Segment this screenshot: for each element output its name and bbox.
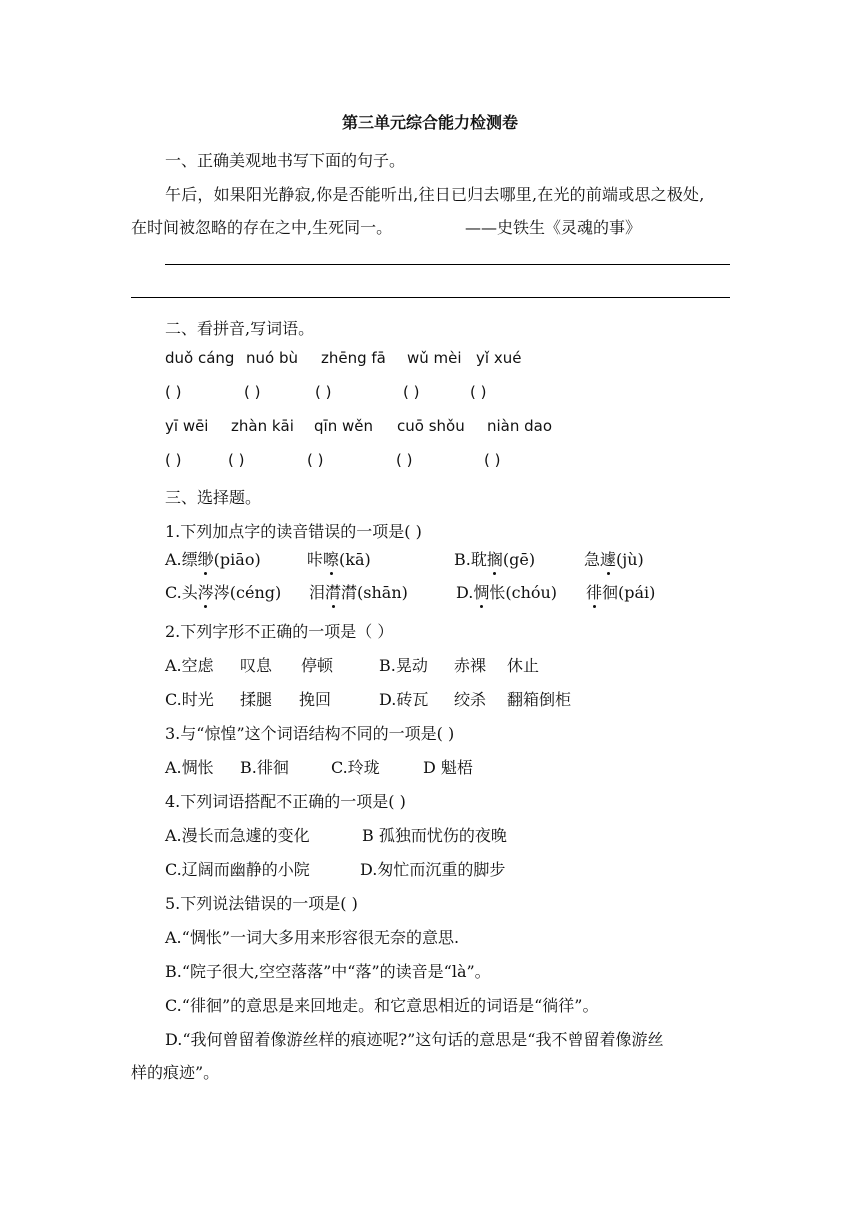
dotted-char: 缈 [198, 547, 214, 570]
option-text: C.头 [165, 583, 198, 602]
q1-option-d2 [586, 580, 655, 603]
q5-option-d-line2: 样的痕迹”。 [131, 1063, 220, 1082]
option-pinyin: (piāo) [213, 550, 261, 569]
pinyin-item: yǐ xué [476, 349, 522, 367]
option-pinyin: 涔(céng) [213, 583, 282, 602]
q5-stem: 5.下列说法错误的一项是( ) [165, 894, 358, 913]
answer-blank[interactable]: ( ) [165, 451, 182, 469]
pinyin-item: zhàn kāi [231, 417, 294, 435]
q2-word: 叹息 [240, 656, 273, 675]
section3-heading: 三、选择题。 [165, 488, 262, 507]
q4-option-c[interactable]: C.辽阔而幽静的小院 [165, 860, 310, 879]
option-text: 咔 [307, 550, 324, 569]
q2-word: 挽回 [299, 690, 332, 709]
pinyin-item: zhēng fā [321, 349, 386, 367]
q1-option-a1[interactable] [165, 547, 261, 570]
q1-option-c1[interactable] [165, 580, 281, 603]
passage-line2: 在时间被忽略的存在之中,生死同一。 [131, 218, 393, 237]
option-pinyin: (jù) [616, 550, 644, 569]
q5-option-d-line1[interactable]: D.“我何曾留着像游丝样的痕迹呢?”这句话的意思是“我不曾留着像游丝 [165, 1030, 664, 1049]
q2-option-b[interactable]: B.晃动 [379, 656, 428, 675]
dotted-char: 遽 [600, 547, 616, 570]
passage-attribution: ——史铁生《灵魂的事》 [465, 218, 642, 237]
q2-word: 休止 [507, 656, 540, 675]
q3-option-c[interactable]: C.玲珑 [331, 758, 380, 777]
section2-heading: 二、看拼音,写词语。 [165, 319, 315, 338]
pinyin-item: yī wēi [165, 417, 209, 435]
option-text: A.缥 [165, 550, 198, 569]
answer-blank[interactable]: ( ) [315, 383, 332, 401]
option-pinyin: 徊(pái) [602, 583, 656, 602]
q5-option-c[interactable]: C.“徘徊”的意思是来回地走。和它意思相近的词语是“徜徉”。 [165, 996, 599, 1015]
page-title: 第三单元综合能力检测卷 [341, 113, 518, 132]
pinyin-item: wǔ mèi [407, 349, 462, 367]
passage-line1: 午后，如果阳光静寂,你是否能听出,往日已归去哪里,在光的前端或思之极处, [165, 185, 705, 204]
answer-blank[interactable]: ( ) [228, 451, 245, 469]
dotted-char: 嚓 [323, 547, 339, 570]
pinyin-item: qīn wěn [314, 417, 373, 435]
q4-option-a[interactable]: A.漫长而急遽的变化 [165, 826, 310, 845]
answer-blank[interactable]: ( ) [396, 451, 413, 469]
option-text: D. [456, 583, 474, 602]
q3-option-d[interactable]: D 魁梧 [423, 758, 473, 777]
q1-option-b1[interactable] [454, 547, 535, 570]
option-pinyin: (gē) [502, 550, 536, 569]
answer-blank[interactable]: ( ) [470, 383, 487, 401]
option-pinyin: 潸(shān) [341, 583, 408, 602]
q3-stem: 3.与“惊惶”这个词语结构不同的一项是( ) [165, 724, 455, 743]
pinyin-item: cuō shǒu [397, 417, 465, 435]
q2-option-c[interactable]: C.时光 [165, 690, 214, 709]
q1-option-b2 [584, 547, 644, 570]
pinyin-item: duǒ cáng [165, 349, 235, 367]
q2-stem: 2.下列字形不正确的一项是（ ） [165, 622, 394, 641]
q2-word: 赤裸 [454, 656, 487, 675]
q4-option-d[interactable]: D.匆忙而沉重的脚步 [360, 860, 506, 879]
dotted-char: 涔 [198, 580, 214, 603]
answer-blank[interactable]: ( ) [165, 383, 182, 401]
pinyin-item: niàn dao [487, 417, 553, 435]
answer-blank[interactable]: ( ) [307, 451, 324, 469]
option-pinyin: (kā) [339, 550, 371, 569]
q2-word: 停顿 [301, 656, 334, 675]
q1-stem: 1.下列加点字的读音错误的一项是( ) [165, 522, 422, 541]
dotted-char: 徘 [586, 580, 602, 603]
q3-option-b[interactable]: B.徘徊 [240, 758, 289, 777]
q1-option-a2 [307, 547, 371, 570]
option-text: B.耽 [454, 550, 487, 569]
option-text: 急 [584, 550, 601, 569]
dotted-char: 潸 [325, 580, 341, 603]
q1-option-d1[interactable] [456, 580, 557, 603]
pinyin-item: nuó bù [246, 349, 298, 367]
option-pinyin: 怅(chóu) [489, 583, 558, 602]
answer-blank[interactable]: ( ) [403, 383, 420, 401]
q1-option-c2 [309, 580, 408, 603]
writing-line-1[interactable] [165, 264, 730, 265]
option-text: 泪 [309, 583, 326, 602]
q2-word: 揉腿 [240, 690, 273, 709]
answer-blank[interactable]: ( ) [244, 383, 261, 401]
dotted-char: 搁 [487, 547, 503, 570]
q2-option-a[interactable]: A.空虑 [165, 656, 214, 675]
section1-heading: 一、正确美观地书写下面的句子。 [165, 151, 406, 170]
dotted-char: 惆 [473, 580, 489, 603]
q4-option-b[interactable]: B 孤独而忧伤的夜晚 [362, 826, 507, 845]
q5-option-a[interactable]: A.“惆怅”一词大多用来形容很无奈的意思. [165, 928, 460, 947]
q5-option-b[interactable]: B.“院子很大,空空落落”中“落”的读音是“là”。 [165, 962, 491, 981]
q3-option-a[interactable]: A.惆怅 [165, 758, 214, 777]
q2-word: 翻箱倒柜 [507, 690, 572, 709]
q2-word: 绞杀 [454, 690, 487, 709]
q2-option-d[interactable]: D.砖瓦 [379, 690, 429, 709]
writing-line-2[interactable] [131, 297, 730, 298]
q4-stem: 4.下列词语搭配不正确的一项是( ) [165, 792, 406, 811]
answer-blank[interactable]: ( ) [484, 451, 501, 469]
